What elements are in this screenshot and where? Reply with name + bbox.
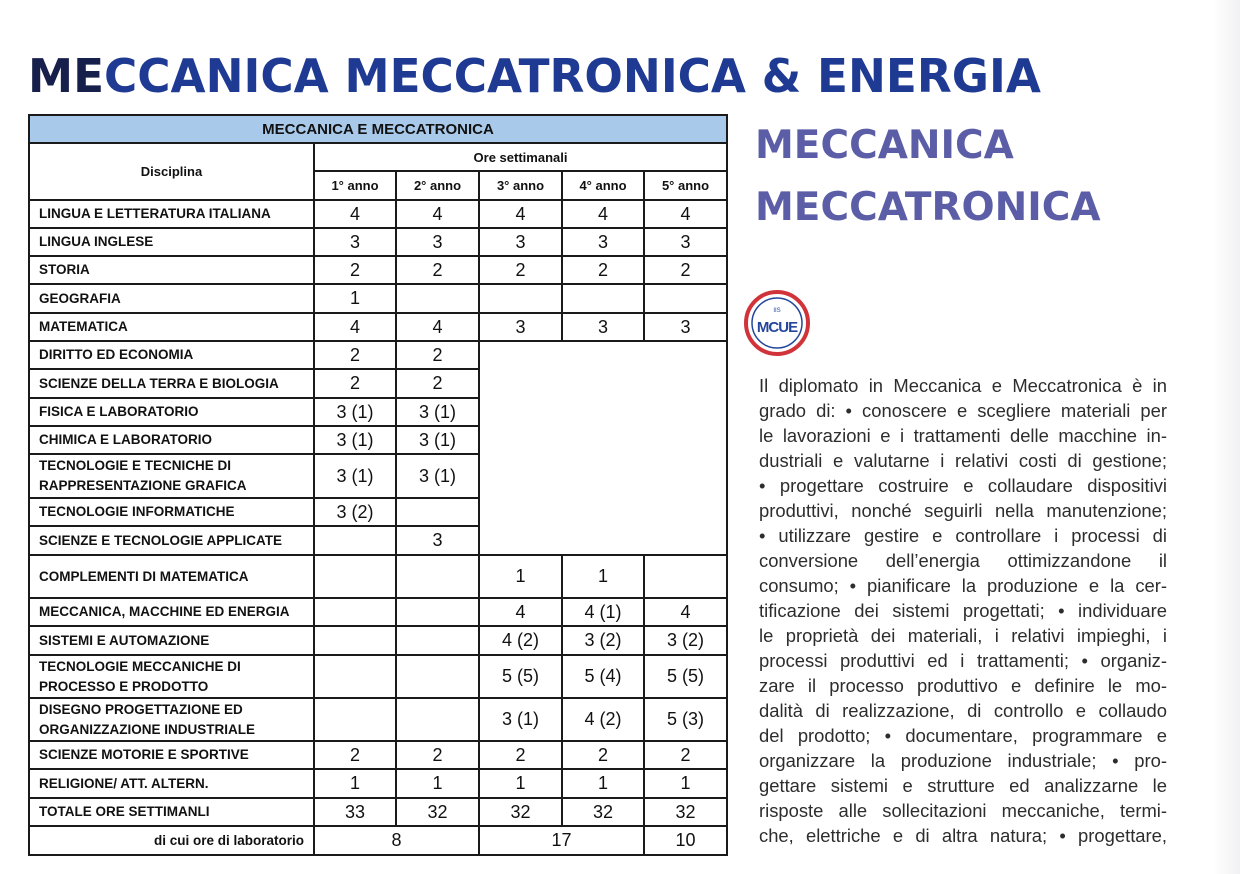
- hours-cell: 2: [396, 741, 479, 769]
- lab-hours-cell: 10: [644, 826, 727, 855]
- hours-cell: 5 (5): [479, 655, 562, 698]
- year-header: 5° anno: [644, 171, 727, 200]
- table-row: [29, 555, 727, 598]
- hours-cell: 4: [396, 313, 479, 341]
- subject-line: TECNOLOGIE E TECNICHE DI: [39, 458, 232, 473]
- hours-cell: [479, 284, 562, 313]
- subject-cell: [29, 655, 314, 698]
- table-row: [29, 698, 727, 741]
- discipline-header: Disciplina: [29, 143, 314, 200]
- subject-line: ORGANIZZAZIONE INDUSTRIALE: [39, 721, 255, 737]
- hours-cell: 5 (3): [644, 698, 727, 741]
- description-line: organizzare la produzione industriale; • pro-: [759, 750, 1167, 771]
- hours-cell: 1: [644, 769, 727, 798]
- description-text: [759, 373, 1167, 848]
- logo-small-text: IIS: [773, 308, 781, 314]
- table-row: [29, 341, 727, 369]
- page-title-lead: ME: [28, 49, 105, 103]
- description-line: grado di: • conoscere e scegliere materiali per: [759, 400, 1167, 421]
- hours-cell: 2: [314, 741, 396, 769]
- hours-cell: 2: [314, 341, 396, 369]
- hours-cell: 1: [479, 555, 562, 598]
- page-edge-shade: [1213, 0, 1240, 874]
- hours-cell: [314, 555, 396, 598]
- hours-cell: 4: [644, 598, 727, 626]
- hours-cell: 4: [479, 598, 562, 626]
- table-row: [29, 655, 727, 698]
- hours-cell: 3: [562, 313, 644, 341]
- subject-cell: STORIA: [29, 256, 314, 284]
- page-title: [28, 40, 1041, 112]
- hours-cell: [562, 284, 644, 313]
- table-row: [29, 313, 727, 341]
- hours-cell: 2: [396, 369, 479, 398]
- subject-cell: LINGUA E LETTERATURA ITALIANA: [29, 200, 314, 228]
- hours-cell: 2: [479, 741, 562, 769]
- hours-cell: 3: [644, 313, 727, 341]
- hours-cell: 3 (1): [479, 698, 562, 741]
- subject-cell: CHIMICA E LABORATORIO: [29, 426, 314, 454]
- hours-cell: 3: [562, 228, 644, 256]
- hours-cell: 2: [644, 741, 727, 769]
- hours-cell: 3: [396, 526, 479, 555]
- hours-cell: 2: [314, 256, 396, 284]
- school-logo: [744, 290, 810, 356]
- table-row: [29, 798, 727, 826]
- lab-hours-cell: 8: [314, 826, 479, 855]
- hours-cell: 3 (2): [644, 626, 727, 655]
- table-row: [29, 741, 727, 769]
- hours-cell: 1: [562, 555, 644, 598]
- hours-cell: 4: [644, 200, 727, 228]
- subject-cell: COMPLEMENTI DI MATEMATICA: [29, 555, 314, 598]
- hours-cell: 3 (2): [562, 626, 644, 655]
- year-header: 3° anno: [479, 171, 562, 200]
- hours-cell: 4 (2): [562, 698, 644, 741]
- hours-cell: 3 (1): [396, 398, 479, 426]
- description-line: dustriali e valutarne i relativi costi di gestione;: [759, 450, 1167, 471]
- year-header: 2° anno: [396, 171, 479, 200]
- subject-line: RAPPRESENTAZIONE GRAFICA: [39, 478, 247, 493]
- hours-cell: [314, 655, 396, 698]
- hours-cell: [396, 698, 479, 741]
- subject-cell: DIRITTO ED ECONOMIA: [29, 341, 314, 369]
- hours-cell: 2: [479, 256, 562, 284]
- hours-cell: 3: [396, 228, 479, 256]
- subject-line: PROCESSO E PRODOTTO: [39, 678, 209, 694]
- table-row: [29, 256, 727, 284]
- hours-cell: 3 (1): [396, 454, 479, 498]
- subject-cell: SCIENZE E TECNOLOGIE APPLICATE: [29, 526, 314, 555]
- year-header: 1° anno: [314, 171, 396, 200]
- hours-cell: 3: [479, 228, 562, 256]
- description-line: dalità di realizzazione, di controllo e collaudo: [759, 700, 1167, 721]
- hours-cell: 5 (5): [644, 655, 727, 698]
- hours-cell: [644, 284, 727, 313]
- hours-cell: 5 (4): [562, 655, 644, 698]
- hours-cell: 3 (1): [396, 426, 479, 454]
- hours-cell: [314, 626, 396, 655]
- side-title-line: MECCANICA: [755, 123, 1014, 168]
- description-line: del prodotto; • documentare, programmare e: [759, 725, 1167, 746]
- hours-cell: [396, 498, 479, 526]
- logo-letters: MCUE: [756, 319, 798, 336]
- hours-cell: 1: [562, 769, 644, 798]
- hours-cell: [314, 526, 396, 555]
- subject-line: DISEGNO PROGETTAZIONE ED: [39, 701, 243, 717]
- hours-cell: 1: [396, 769, 479, 798]
- subject-cell: RELIGIONE/ ATT. ALTERN.: [29, 769, 314, 798]
- hours-cell: 4: [396, 200, 479, 228]
- description-line: tificazione dei sistemi progettati; • individuare: [759, 600, 1167, 621]
- description-line: che, elettriche e di altra natura; • progettare,: [759, 825, 1167, 846]
- table-row: [29, 769, 727, 798]
- hours-cell: 4: [314, 200, 396, 228]
- subject-cell: SISTEMI E AUTOMAZIONE: [29, 626, 314, 655]
- description-line: produttivi, nonché seguirli nella manutenzione;: [759, 500, 1167, 521]
- hours-cell: 4: [479, 200, 562, 228]
- hours-cell: 2: [562, 256, 644, 284]
- hours-cell: 2: [396, 341, 479, 369]
- year-header: 4° anno: [562, 171, 644, 200]
- lab-hours-label: di cui ore di laboratorio: [29, 826, 314, 855]
- subject-cell: TOTALE ORE SETTIMANLI: [29, 798, 314, 826]
- hours-cell: [396, 655, 479, 698]
- description-line: Il diplomato in Meccanica e Meccatronica è in: [759, 375, 1167, 396]
- subject-cell: GEOGRAFIA: [29, 284, 314, 313]
- description-line: • progettare costruire e collaudare dispositivi: [759, 475, 1167, 496]
- description-line: processi produttivi ed i trattamenti; • organiz-: [759, 650, 1167, 671]
- hours-cell: 32: [396, 798, 479, 826]
- subject-cell: FISICA E LABORATORIO: [29, 398, 314, 426]
- table-row: [29, 200, 727, 228]
- empty-triennio-block: [479, 341, 727, 555]
- side-title-line: MECCATRONICA: [755, 185, 1101, 230]
- hours-cell: 4: [562, 200, 644, 228]
- hours-header: Ore settimanali: [314, 143, 727, 171]
- hours-cell: 2: [562, 741, 644, 769]
- hours-cell: 32: [562, 798, 644, 826]
- hours-cell: 2: [644, 256, 727, 284]
- hours-cell: [396, 598, 479, 626]
- hours-cell: 1: [314, 769, 396, 798]
- table-row: [29, 284, 727, 313]
- table-caption: MECCANICA E MECCATRONICA: [29, 115, 727, 143]
- hours-cell: 3: [314, 228, 396, 256]
- description-line: le lavorazioni e i trattamenti delle macchine in-: [759, 425, 1167, 446]
- subject-cell: LINGUA INGLESE: [29, 228, 314, 256]
- subject-cell: MATEMATICA: [29, 313, 314, 341]
- hours-cell: 3 (1): [314, 454, 396, 498]
- description-line: le proprietà dei materiali, i relativi impieghi, i: [759, 625, 1167, 646]
- hours-cell: 33: [314, 798, 396, 826]
- description-line: gettare sistemi e strutture ed analizzarne le: [759, 775, 1167, 796]
- subject-cell: SCIENZE MOTORIE E SPORTIVE: [29, 741, 314, 769]
- hours-cell: 2: [396, 256, 479, 284]
- description-line: • utilizzare gestire e controllare i processi di: [759, 525, 1167, 546]
- hours-cell: 32: [479, 798, 562, 826]
- lab-hours-cell: 17: [479, 826, 644, 855]
- description-line: risposte alle sollecitazioni meccaniche, termi-: [759, 800, 1167, 821]
- hours-cell: 32: [644, 798, 727, 826]
- hours-cell: 1: [314, 284, 396, 313]
- hours-cell: 3 (1): [314, 426, 396, 454]
- hours-cell: 3: [479, 313, 562, 341]
- table-row: [29, 228, 727, 256]
- subject-cell: SCIENZE DELLA TERRA E BIOLOGIA: [29, 369, 314, 398]
- description-line: zare il processo produttivo e definire le mo-: [759, 675, 1167, 696]
- hours-cell: 3 (1): [314, 398, 396, 426]
- subject-cell: [29, 454, 314, 498]
- table-header-row: [29, 143, 727, 171]
- page-title-rest: CCANICA MECCATRONICA & ENERGIA: [104, 49, 1041, 103]
- hours-cell: [314, 698, 396, 741]
- lab-hours-row: [29, 826, 727, 855]
- hours-cell: 2: [314, 369, 396, 398]
- hours-table: [28, 114, 728, 856]
- description-line: consumo; • pianificare la produzione e la cer-: [759, 575, 1167, 596]
- hours-cell: 4: [314, 313, 396, 341]
- table-row: [29, 626, 727, 655]
- hours-cell: [314, 598, 396, 626]
- hours-cell: 4 (1): [562, 598, 644, 626]
- hours-cell: [396, 555, 479, 598]
- hours-cell: [644, 555, 727, 598]
- subject-line: TECNOLOGIE MECCANICHE DI: [39, 658, 241, 674]
- hours-cell: [396, 284, 479, 313]
- hours-cell: 1: [479, 769, 562, 798]
- subject-cell: [29, 698, 314, 741]
- table-caption-row: [29, 115, 727, 143]
- hours-cell: 4 (2): [479, 626, 562, 655]
- hours-cell: 3 (2): [314, 498, 396, 526]
- hours-cell: [396, 626, 479, 655]
- subject-cell: MECCANICA, MACCHINE ED ENERGIA: [29, 598, 314, 626]
- hours-cell: 3: [644, 228, 727, 256]
- subject-cell: TECNOLOGIE INFORMATICHE: [29, 498, 314, 526]
- table-row: [29, 598, 727, 626]
- description-line: conversione dell’energia ottimizzandone il: [759, 550, 1167, 571]
